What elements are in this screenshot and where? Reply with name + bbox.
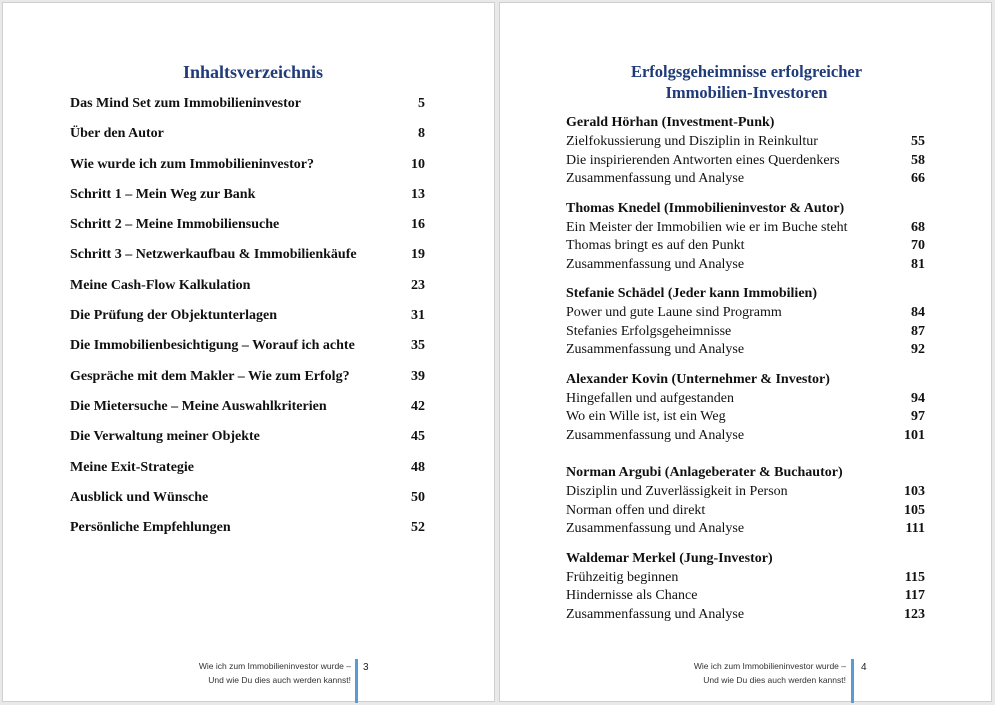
toc-entry-title: Das Mind Set zum Immobilieninvestor (70, 96, 301, 111)
investor-heading: Stefanie Schädel (Jeder kann Immobilien) (566, 286, 817, 301)
toc-subentry[interactable] (566, 484, 926, 503)
toc-entry-page: 23 (411, 277, 425, 293)
investor-section (566, 286, 926, 361)
toc-entry-title: Über den Autor (70, 126, 164, 142)
subentry-title: Die inspirierenden Antworten eines Querdenkers (566, 152, 840, 168)
subentry-page: 117 (904, 588, 925, 603)
toc-title: Inhaltsverzeichnis (182, 62, 323, 82)
toc-entry-page: 42 (411, 398, 425, 414)
toc-entry-title: Persönliche Empfehlungen (70, 520, 231, 536)
toc-entry[interactable] (70, 338, 430, 368)
toc-subentry[interactable] (566, 257, 926, 276)
toc-entry-page: 39 (411, 368, 425, 384)
toc-entry-title: Die Prüfung der Objektunterlagen (70, 308, 278, 324)
subentry-page: 68 (911, 219, 925, 235)
toc-entry-page: 45 (411, 429, 425, 445)
toc-subentry[interactable] (566, 305, 926, 324)
left-page (2, 2, 495, 702)
toc-subentry[interactable] (566, 238, 926, 257)
subentry-page: 111 (905, 521, 925, 536)
subentry-page: 105 (904, 502, 925, 518)
toc-entry[interactable] (70, 247, 430, 277)
toc-entry-page: 35 (411, 338, 425, 354)
subentry-title: Disziplin und Zuverlässigkeit in Person (566, 484, 788, 499)
subentry-title: Frühzeitig beginnen (566, 569, 679, 585)
toc-entry-page: 16 (411, 217, 425, 233)
toc-entry-title: Die Immobilienbesichtigung – Worauf ich achte (70, 338, 355, 354)
toc-entry[interactable] (70, 429, 430, 459)
subentry-page: 103 (904, 484, 925, 499)
toc-entry-title: Schritt 1 – Mein Weg zur Bank (70, 186, 256, 202)
toc-entry[interactable] (70, 460, 430, 490)
footer-line-1: Wie ich zum Immobilieninvestor wurde – (693, 661, 846, 671)
subentry-title: Zielfokussierung und Disziplin in Reinkultur (566, 134, 818, 149)
toc-entry-title: Meine Exit-Strategie (70, 459, 195, 475)
toc-subentry[interactable] (566, 503, 926, 522)
toc-entry[interactable] (70, 490, 430, 520)
subentry-page: 55 (911, 134, 925, 149)
toc-entry-page: 52 (411, 520, 425, 536)
section-title (500, 61, 993, 103)
subentry-title: Zusammenfassung und Analyse (566, 342, 745, 357)
toc-entry-page: 50 (411, 489, 425, 505)
investor-heading: Alexander Kovin (Unternehmer & Investor) (566, 371, 830, 387)
toc-entry-page: 48 (411, 459, 425, 475)
footer-accent-bar (851, 659, 854, 703)
subentry-title: Power und gute Laune sind Programm (566, 305, 782, 320)
toc-subentry[interactable] (566, 409, 926, 428)
toc-entry-page: 31 (411, 308, 425, 324)
investor-section (566, 372, 926, 447)
toc-subentry[interactable] (566, 588, 926, 607)
subentry-title: Hingefallen und aufgestanden (566, 390, 734, 406)
toc-subentry[interactable] (566, 171, 926, 190)
subentry-title: Zusammenfassung und Analyse (566, 256, 745, 272)
toc-entry[interactable] (70, 369, 430, 399)
toc-entry[interactable] (70, 520, 430, 550)
subentry-title: Hindernisse als Chance (566, 588, 698, 603)
investor-heading: Norman Argubi (Anlageberater & Buchautor) (566, 465, 843, 480)
toc-entry-title: Schritt 2 – Meine Immobiliensuche (70, 217, 280, 233)
section-title-line-2: Immobilien-Investoren (665, 83, 828, 102)
toc-entry[interactable] (70, 399, 430, 429)
toc-entry-title: Die Verwaltung meiner Objekte (70, 429, 260, 445)
toc-entry[interactable] (70, 187, 430, 217)
toc-entry-page: 5 (418, 96, 425, 111)
toc-list (70, 96, 430, 550)
subentry-page: 123 (904, 606, 925, 622)
subentry-page: 70 (911, 238, 925, 253)
toc-entry-title: Schritt 3 – Netzwerkaufbau & Immobilienkäufe (70, 247, 357, 263)
footer-accent-bar (355, 659, 358, 703)
toc-subentry[interactable] (566, 521, 926, 540)
page-number: 4 (861, 662, 867, 673)
toc-entry[interactable] (70, 217, 430, 247)
toc-entry-title: Meine Cash-Flow Kalkulation (70, 277, 251, 293)
investor-section (566, 465, 926, 540)
toc-entry-title: Gespräche mit dem Makler – Wie zum Erfolg? (70, 368, 350, 384)
subentry-page: 66 (911, 171, 925, 186)
subentry-page: 87 (911, 323, 925, 339)
toc-subentry[interactable] (566, 570, 926, 589)
page-footer-text (648, 659, 846, 687)
subentry-page: 58 (911, 152, 925, 168)
subentry-title: Thomas bringt es auf den Punkt (566, 238, 745, 253)
section-title-line-1: Erfolgsgeheimnisse erfolgreicher (630, 62, 863, 81)
toc-entry-title: Ausblick und Wünsche (70, 489, 209, 505)
subentry-page: 97 (911, 409, 925, 424)
subentry-title: Stefanies Erfolgsgeheimnisse (566, 323, 732, 339)
subentry-title: Wo ein Wille ist, ist ein Weg (566, 409, 726, 424)
toc-entry-title: Wie wurde ich zum Immobilieninvestor? (70, 156, 314, 172)
investor-heading: Waldemar Merkel (Jung-Investor) (566, 550, 773, 566)
investor-sections (566, 115, 926, 636)
toc-subentry[interactable] (566, 428, 926, 447)
subentry-page: 94 (911, 390, 925, 406)
footer-line-2: Und wie Du dies auch werden kannst! (703, 675, 846, 685)
subentry-title: Ein Meister der Immobilien wie er im Buche steht (566, 219, 848, 235)
subentry-title: Zusammenfassung und Analyse (566, 427, 745, 443)
investor-heading: Thomas Knedel (Immobilieninvestor & Autor) (566, 200, 845, 216)
investor-section (566, 201, 926, 276)
page-number: 3 (363, 662, 369, 673)
toc-entry[interactable] (70, 278, 430, 308)
subentry-page: 101 (904, 427, 925, 443)
subentry-title: Zusammenfassung und Analyse (566, 171, 745, 186)
page-footer-text (153, 659, 351, 687)
toc-subentry[interactable] (566, 324, 926, 343)
toc-entry[interactable] (70, 96, 430, 126)
right-page (499, 2, 992, 702)
subentry-page: 84 (911, 305, 925, 320)
subentry-title: Norman offen und direkt (566, 502, 706, 518)
subentry-page: 115 (904, 569, 925, 585)
subentry-title: Zusammenfassung und Analyse (566, 606, 745, 622)
footer-line-2: Und wie Du dies auch werden kannst! (208, 675, 351, 685)
toc-entry[interactable] (70, 157, 430, 187)
investor-section (566, 115, 926, 190)
toc-subentry[interactable] (566, 391, 926, 410)
footer-line-1: Wie ich zum Immobilieninvestor wurde – (198, 661, 351, 671)
investor-heading: Gerald Hörhan (Investment-Punk) (566, 115, 775, 130)
subentry-title: Zusammenfassung und Analyse (566, 521, 745, 536)
toc-entry-page: 8 (418, 126, 425, 142)
toc-entry-page: 10 (411, 156, 425, 172)
toc-entry[interactable] (70, 308, 430, 338)
investor-section (566, 551, 926, 626)
toc-subentry[interactable] (566, 342, 926, 361)
toc-subentry[interactable] (566, 153, 926, 172)
toc-entry[interactable] (70, 126, 430, 156)
toc-subentry[interactable] (566, 220, 926, 239)
toc-entry-page: 19 (411, 247, 425, 263)
toc-entry-page: 13 (411, 186, 425, 202)
subentry-page: 81 (911, 256, 925, 272)
toc-entry-title: Die Mietersuche – Meine Auswahlkriterien (70, 398, 327, 414)
toc-subentry[interactable] (566, 134, 926, 153)
toc-subentry[interactable] (566, 607, 926, 626)
subentry-page: 92 (911, 342, 925, 357)
